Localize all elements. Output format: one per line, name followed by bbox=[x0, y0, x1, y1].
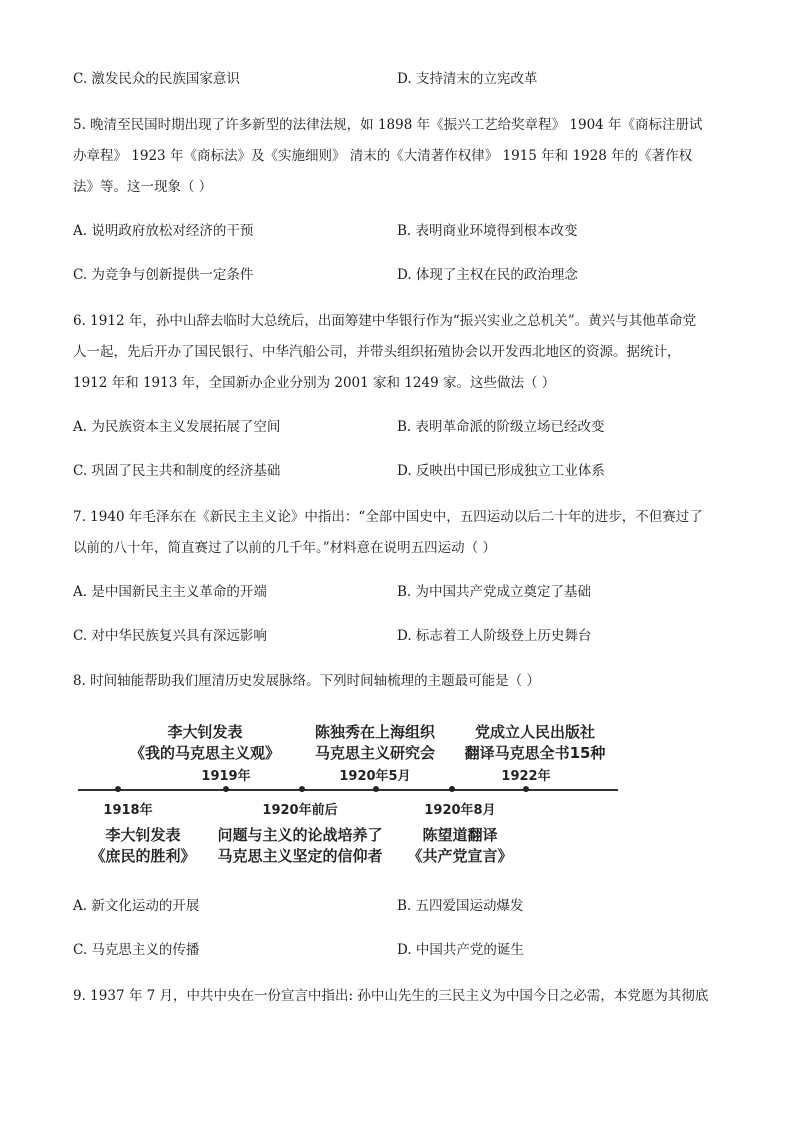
timeline-top-event-3-line1: 党成立人民出版社 bbox=[474, 723, 595, 741]
q5-stem-line2: 办章程》 1923 年《商标法》及《实施细则》 清末的《大清著作权律》 1915 年和 1928 年的《著作权 bbox=[73, 148, 693, 164]
q4-option-d: D. 支持清末的立宪改革 bbox=[397, 71, 538, 87]
timeline-dot-1920-may bbox=[373, 786, 379, 792]
timeline-dot-1920-around bbox=[299, 786, 305, 792]
q6-option-b: B. 表明革命派的阶级立场已经改变 bbox=[397, 419, 605, 435]
q7-option-d: D. 标志着工人阶级登上历史舞台 bbox=[397, 628, 592, 644]
timeline-dot-1920-aug bbox=[449, 786, 455, 792]
timeline-top-event-1-line2: 《我的马克思主义观》 bbox=[129, 744, 280, 762]
q6-option-a: A. 为民族资本主义发展拓展了空间 bbox=[73, 419, 281, 435]
q6-stem-line3: 1912 年和 1913 年，全国新办企业分别为 2001 家和 1249 家。这些做法（ ） bbox=[73, 375, 556, 391]
q8-stem-line1: 8. 时间轴能帮助我们厘清历史发展脉络。下列时间轴梳理的主题最可能是（ ） bbox=[73, 673, 540, 689]
q7-option-b: B. 为中国共产党成立奠定了基础 bbox=[397, 584, 592, 600]
timeline-bottom-event-1-line1: 李大钊发表 bbox=[105, 826, 181, 844]
timeline-bottom-event-3-line1: 陈望道翻译 bbox=[422, 826, 498, 844]
timeline-top-event-2-line2: 马克思主义研究会 bbox=[314, 744, 435, 762]
timeline-top-event-2-line1: 陈独秀在上海组织 bbox=[314, 723, 435, 741]
timeline-bottom-event-2-line1: 问题与主义的论战培养了 bbox=[217, 826, 383, 844]
timeline-axis bbox=[78, 789, 618, 791]
q8-option-d: D. 中国共产党的诞生 bbox=[397, 942, 524, 958]
q6-option-d: D. 反映出中国已形成独立工业体系 bbox=[397, 463, 605, 479]
q9-stem-line1: 9. 1937 年 7 月，中共中央在一份宣言中指出: 孙中山先生的三民主义为中国今日之必需，本党愿为其彻底 bbox=[73, 988, 709, 1004]
q5-option-c: C. 为竞争与创新提供一定条件 bbox=[73, 267, 254, 283]
q5-option-a: A. 说明政府放松对经济的干预 bbox=[73, 223, 254, 239]
timeline-dot-1922 bbox=[523, 786, 529, 792]
q7-option-c: C. 对中华民族复兴具有深远影响 bbox=[73, 628, 267, 644]
timeline-top-year-1: 1919年 bbox=[201, 769, 251, 784]
timeline-bottom-event-2-line2: 马克思主义坚定的信仰者 bbox=[217, 847, 383, 865]
q5-stem-line1: 5. 晚清至民国时期出现了许多新型的法律法规，如 1898 年《振兴工艺给奖章程》 1904 年《商标注册试 bbox=[73, 117, 703, 133]
timeline-top-event-3-line2: 翻译马克思全书15种 bbox=[464, 744, 606, 762]
q5-option-b: B. 表明商业环境得到根本改变 bbox=[397, 223, 578, 239]
q7-stem-line2: 以前的八十年，简直赛过了以前的几千年。”材料意在说明五四运动（ ） bbox=[73, 540, 496, 556]
timeline-top-year-3: 1922年 bbox=[501, 769, 551, 784]
q6-stem-line1: 6. 1912 年，孙中山辞去临时大总统后，出面筹建中华银行作为“振兴实业之总机关”。黄兴与其他革命党 bbox=[73, 313, 697, 329]
q8-option-b: B. 五四爱国运动爆发 bbox=[397, 898, 524, 914]
timeline-dot-1919 bbox=[223, 786, 229, 792]
q5-option-d: D. 体现了主权在民的政治理念 bbox=[397, 267, 578, 283]
timeline-dot-1918 bbox=[115, 786, 121, 792]
q7-option-a: A. 是中国新民主主义革命的开端 bbox=[73, 584, 267, 600]
timeline-bottom-event-3-line2: 《共产党宣言》 bbox=[407, 847, 513, 865]
timeline-bottom-event-1-line2: 《庶民的胜利》 bbox=[90, 847, 196, 865]
timeline-top-year-2: 1920年5月 bbox=[339, 769, 411, 784]
timeline-bottom-year-1: 1918年 bbox=[103, 803, 153, 818]
q4-option-c: C. 激发民众的民族国家意识 bbox=[73, 71, 240, 87]
q8-option-a: A. 新文化运动的开展 bbox=[73, 898, 200, 914]
q8-option-c: C. 马克思主义的传播 bbox=[73, 942, 200, 958]
q7-stem-line1: 7. 1940 年毛泽东在《新民主主义论》中指出：“全部中国史中，五四运动以后二十年的进步，不但赛过了 bbox=[73, 509, 703, 525]
timeline-top-event-1-line1: 李大钊发表 bbox=[167, 723, 243, 741]
q5-stem-line3: 法》等。这一现象（ ） bbox=[73, 179, 213, 195]
q6-stem-line2: 人一起，先后开办了国民银行、中华汽船公司，并带头组织拓殖协会以开发西北地区的资源。据统计， bbox=[73, 344, 681, 360]
timeline-bottom-year-2: 1920年前后 bbox=[262, 803, 338, 818]
timeline-bottom-year-3: 1920年8月 bbox=[424, 803, 496, 818]
q6-option-c: C. 巩固了民主共和制度的经济基础 bbox=[73, 463, 281, 479]
